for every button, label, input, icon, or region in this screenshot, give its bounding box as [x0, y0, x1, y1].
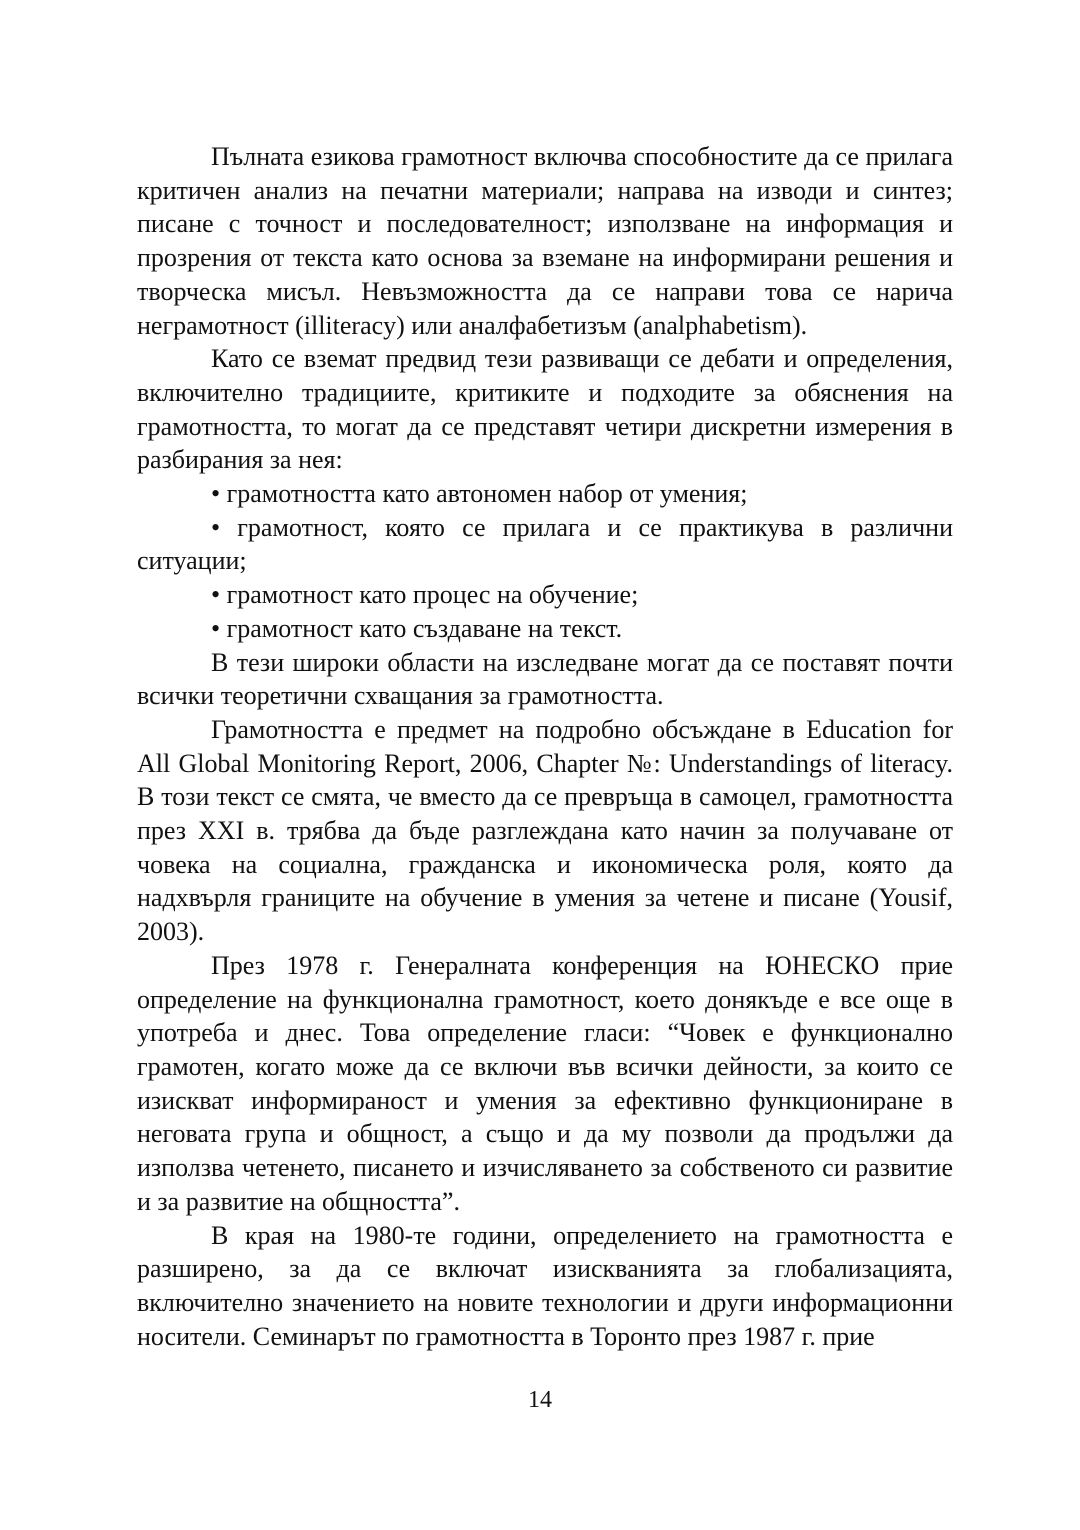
bullet-item-applied-practiced: • грамотност, която се прилага и се практикува в различни ситуации;: [137, 512, 953, 576]
paragraph-global-monitoring-report: Грамотността е предмет на подробно обсъждане в Education for All Global Monitoring Report, 2006, Chapter №: Understandings of literacy. В този текст се смята, че вместо да се превръща в самоцел, грамотността през XXI в. трябва да бъде разглеждана като начин за получаване от човека на социална, гражданска и икономическа роля, която да надхвърля границите на обучение в умения за четене и писане (Yousif, 2003).: [137, 714, 953, 947]
paragraph-full-literacy: Пълната езикова грамотност включва способностите да се прилага критичен анализ на печатни материали; направа на изводи и синтез; писане с точност и последователност; използване на информация и прозрения от текста като основа за вземане на информирани решения и творческа мисъл. Невъзможността да се направи това се нарича неграмотност (illiteracy) или аналфабетизъм (analphabetism).: [137, 142, 953, 340]
paragraph-1980s-expansion: В края на 1980-те години, определението на грамотността е разширено, за да се включат изискванията за глобализацията, включително значението на новите технологии и други информационни носители. Семинарът по грамотността в Торонто през 1987 г. прие: [137, 1220, 953, 1351]
page-number: 14: [528, 1387, 552, 1413]
bullet-item-learning-process: • грамотност като процес на обучение;: [211, 580, 639, 610]
paragraph-unesco-1978: През 1978 г. Генералната конференция на ЮНЕСКО прие определение на функционална грамотност, което донякъде е все още в употреба и днес. Това определение гласи: “Човек е функционално грамотен, когато може да се включи във всички дейности, за които се изискват информираност и умения за ефективно функциониране в неговата група и общност, а също и да му позволи да продължи да използва четенето, писането и изчисляването за собственото си развитие и за развитие на общността”.: [137, 950, 953, 1216]
body-text: [137, 140, 953, 1353]
paragraph-dimensions-intro: Като се вземат предвид тези развиващи се дебати и определения, включително традициите, критиките и подходите за обяснения на грамотността, то могат да се представят четири дискретни измерения в разбирания за нея:: [137, 344, 953, 475]
paragraph-research-areas: В тези широки области на изследване могат да се поставят почти всички теоретични схващания за грамотността.: [137, 647, 953, 711]
bullet-item-autonomous-skills: • грамотността като автономен набор от умения;: [211, 479, 748, 509]
bullet-item-text-creation: • грамотност като създаване на текст.: [211, 613, 623, 643]
